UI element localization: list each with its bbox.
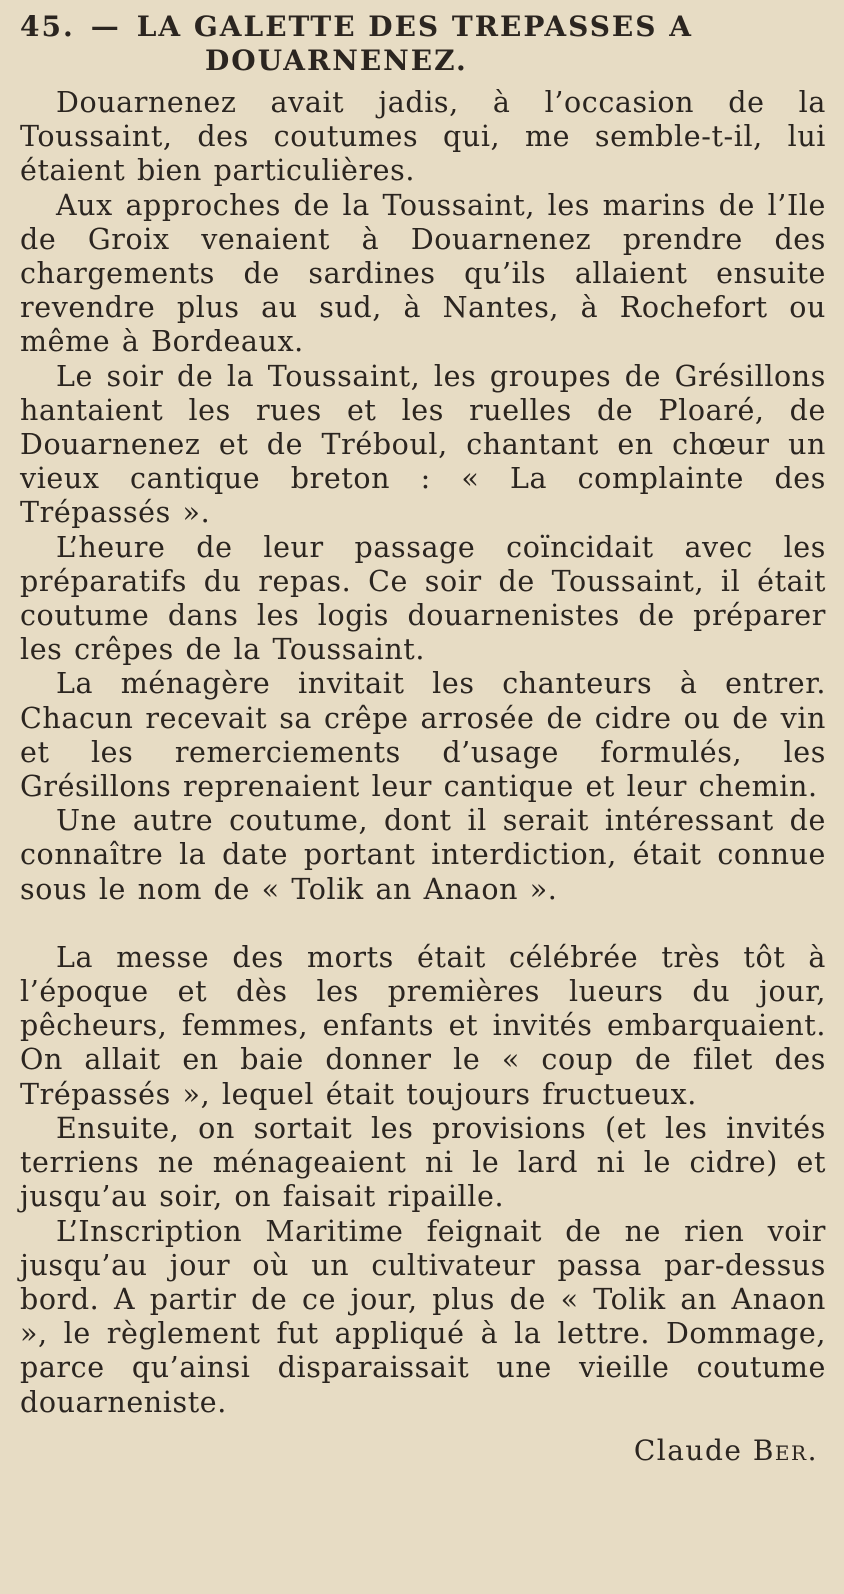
article-number: 45.	[20, 10, 75, 43]
title-line-1	[20, 10, 826, 44]
title-dash: —	[90, 10, 121, 43]
author-first-name: Claude	[633, 1433, 743, 1467]
author-last-name: Ber.	[752, 1433, 818, 1467]
paragraph: Le soir de la Toussaint, les groupes de Grésillons hantaient les rues et les ruelles de Ploaré, de Douarnenez et de Tréboul, chantant en chœur un vieux cantique breton : « La complainte des Trépassés ».	[20, 359, 826, 530]
paragraph: L’heure de leur passage coïncidait avec les préparatifs du repas. Ce soir de Toussaint, il était coutume dans les logis douarnenistes de préparer les crêpes de la Toussaint.	[20, 530, 826, 667]
paragraph: L’Inscription Maritime feignait de ne rien voir jusqu’au jour où un cultivateur passa par-dessus bord. A partir de ce jour, plus de « Tolik an Anaon », le règlement fut appliqué à la lettre. Dommage, parce qu’ainsi disparaissait une vieille coutume douarneniste.	[20, 1214, 826, 1419]
title-text-line-2: DOUARNENEZ.	[205, 44, 468, 77]
paragraph: Une autre coutume, dont il serait intéressant de connaître la date portant interdiction, était connue sous le nom de « Tolik an Anaon ».	[20, 804, 826, 906]
paragraph: La messe des morts était célébrée très tôt à l’époque et dès les premières lueurs du jour, pêcheurs, femmes, enfants et invités embarquaient. On allait en baie donner le « coup de filet des Trépassés », lequel était toujours fructueux.	[20, 940, 826, 1111]
paragraph: Aux approches de la Toussaint, les marins de l’Ile de Groix venaient à Douarnenez prendre des chargements de sardines qu’ils allaient ensuite revendre plus au sud, à Nantes, à Rochefort ou même à Bordeaux.	[20, 188, 826, 359]
paragraph: Douarnenez avait jadis, à l’occasion de la Toussaint, des coutumes qui, me semble-t-il, lui étaient bien particulières.	[20, 86, 826, 188]
paragraph: La ménagère invitait les chanteurs à entrer. Chacun recevait sa crêpe arrosée de cidre ou de vin et les remerciements d’usage formulés, les Grésillons reprenaient leur cantique et leur chemin.	[20, 667, 826, 804]
article-title	[20, 10, 826, 78]
paragraph: Ensuite, on sortait les provisions (et les invités terriens ne ménageaient ni le lard ni le cidre) et jusqu’au soir, on faisait ripaille.	[20, 1111, 826, 1214]
title-text-line-1: LA GALETTE DES TREPASSES A	[136, 10, 693, 43]
author-signature	[20, 1434, 818, 1468]
article-body	[20, 86, 826, 1420]
